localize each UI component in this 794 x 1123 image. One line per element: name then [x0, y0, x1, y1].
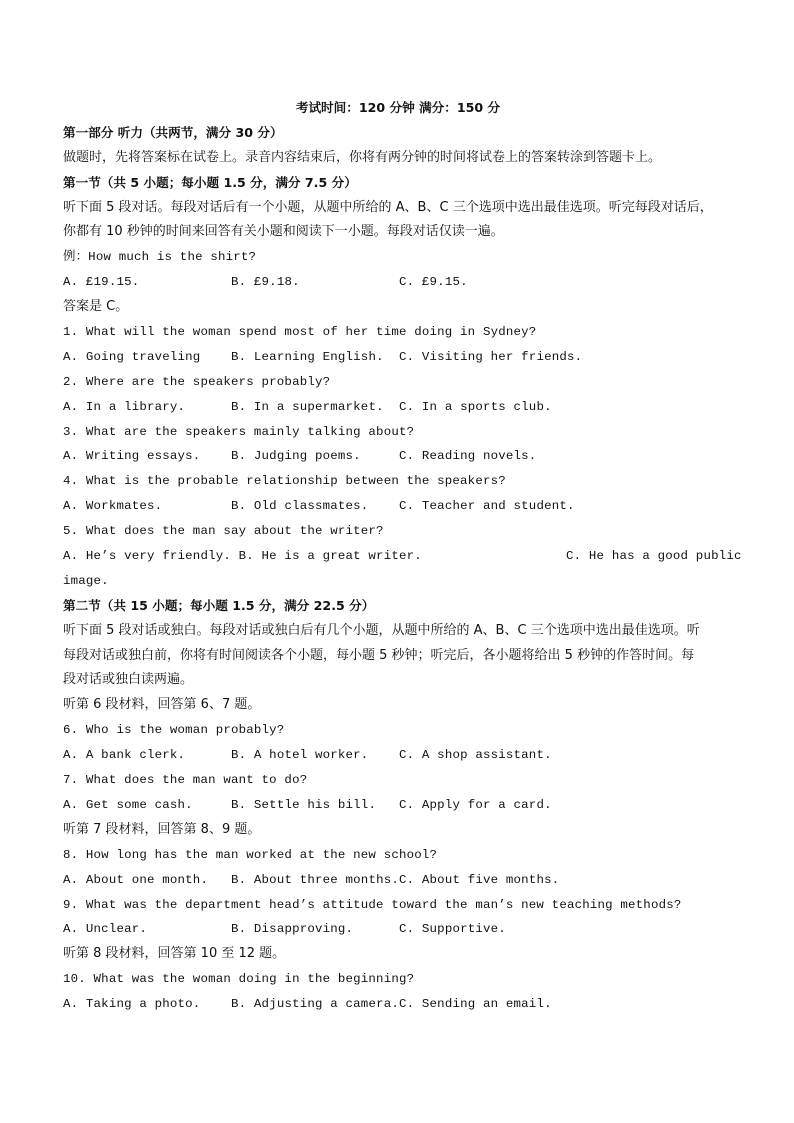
material-7-label: 听第 7 段材料，回答第 8、9 题。	[63, 821, 261, 837]
question-6-option-b: B. A hotel worker.	[231, 748, 369, 763]
question-1-option-b: B. Learning English.	[231, 349, 384, 364]
question-10-option-b: B. Adjusting a camera.	[231, 997, 399, 1012]
example-option-a: A. £19.15.	[63, 275, 140, 290]
question-1: 1. What will the woman spend most of her time doing in Sydney?	[63, 325, 537, 340]
question-2-options	[63, 395, 733, 420]
example-question: 例：How much is the shirt?	[63, 250, 257, 265]
question-6-option-c: C. A shop assistant.	[399, 748, 552, 763]
question-9-option-a: A. Unclear.	[63, 922, 147, 937]
question-9-option-b: B. Disapproving.	[231, 922, 354, 937]
question-6: 6. Who is the woman probably?	[63, 723, 285, 738]
question-3-option-b: B. Judging poems.	[231, 449, 361, 464]
question-4-option-b: B. Old classmates.	[231, 499, 369, 514]
section2-heading: 第二节（共 15 小题；每小题 1.5 分，满分 22.5 分）	[63, 597, 375, 613]
question-8-options	[63, 868, 733, 893]
exam-header-title: 考试时间：120 分钟 满分：150 分	[295, 100, 501, 115]
question-5-options	[63, 544, 742, 569]
question-4-option-a: A. Workmates.	[63, 499, 163, 514]
question-10-option-a: A. Taking a photo.	[63, 997, 201, 1012]
material-6-label: 听第 6 段材料，回答第 6、7 题。	[63, 697, 261, 713]
example-option-c: C. £9.15.	[399, 275, 468, 290]
question-5-option-c-continued: image.	[63, 573, 109, 588]
question-1-option-c: C. Visiting her friends.	[399, 349, 583, 364]
question-2-option-a: A. In a library.	[63, 399, 186, 414]
question-4: 4. What is the probable relationship between the speakers?	[63, 474, 506, 489]
question-7-option-b: B. Settle his bill.	[231, 797, 377, 812]
question-7-options	[63, 793, 733, 818]
question-5: 5. What does the man say about the writer?	[63, 524, 384, 539]
question-8-option-a: A. About one month.	[63, 872, 209, 887]
section1-instruction-line1: 听下面 5 段对话。每段对话后有一个小题，从题中所给的 A、B、C 三个选项中选出最佳选项。听完每段对话后，	[63, 199, 713, 215]
question-9: 9. What was the department head’s attitude toward the man’s new teaching methods?	[63, 897, 682, 912]
question-5-option-c: C. He has a good public	[566, 549, 742, 564]
question-8-option-b: B. About three months.	[231, 872, 399, 887]
section2-instruction-line3: 段对话或独白读两遍。	[63, 672, 194, 688]
question-4-options	[63, 494, 733, 519]
question-7: 7. What does the man want to do?	[63, 773, 308, 788]
example-option-b: B. £9.18.	[231, 275, 300, 290]
exam-page	[63, 96, 742, 1017]
question-7-option-c: C. Apply for a card.	[399, 797, 552, 812]
question-9-option-c: C. Supportive.	[399, 922, 506, 937]
question-1-option-a: A. Going traveling	[63, 349, 201, 364]
section1-heading: 第一节（共 5 小题；每小题 1.5 分，满分 7.5 分）	[63, 174, 357, 190]
part1-heading: 第一部分 听力（共两节，满分 30 分）	[63, 124, 283, 140]
question-2-option-b: B. In a supermarket.	[231, 399, 384, 414]
question-8: 8. How long has the man worked at the new school?	[63, 847, 438, 862]
question-6-option-a: A. A bank clerk.	[63, 748, 186, 763]
question-8-option-c: C. About five months.	[399, 872, 560, 887]
question-3-option-a: A. Writing essays.	[63, 449, 201, 464]
section2-instruction-line1: 听下面 5 段对话或独白。每段对话或独白后有几个小题，从题中所给的 A、B、C 三个选项中选出最佳选项。听	[63, 622, 700, 638]
part1-instruction: 做题时，先将答案标在试卷上。录音内容结束后，你将有两分钟的时间将试卷上的答案转涂到答题卡上。	[63, 149, 662, 165]
question-4-option-c: C. Teacher and student.	[399, 499, 575, 514]
question-2-option-c: C. In a sports club.	[399, 399, 552, 414]
question-10-option-c: C. Sending an email.	[399, 997, 552, 1012]
section2-instruction-line2: 每段对话或独白前，你将有时间阅读各个小题，每小题 5 秒钟；听完后，各小题将给出 5 秒钟的作答时间。每	[63, 647, 695, 663]
question-6-options	[63, 743, 733, 768]
example-options	[63, 270, 733, 295]
material-8-label: 听第 8 段材料，回答第 10 至 12 题。	[63, 946, 286, 962]
example-answer: 答案是 C。	[63, 299, 129, 315]
question-3-options	[63, 444, 733, 469]
question-5-option-ab: A. He’s very friendly. B. He is a great writer.	[63, 549, 422, 564]
question-1-options	[63, 345, 733, 370]
question-10-options	[63, 992, 733, 1017]
question-2: 2. Where are the speakers probably?	[63, 374, 331, 389]
question-3-option-c: C. Reading novels.	[399, 449, 537, 464]
question-3: 3. What are the speakers mainly talking about?	[63, 424, 415, 439]
section1-instruction-line2: 你都有 10 秒钟的时间来回答有关小题和阅读下一小题。每段对话仅读一遍。	[63, 224, 504, 240]
question-9-options	[63, 917, 733, 942]
question-10: 10. What was the woman doing in the beginning?	[63, 972, 415, 987]
question-7-option-a: A. Get some cash.	[63, 797, 193, 812]
